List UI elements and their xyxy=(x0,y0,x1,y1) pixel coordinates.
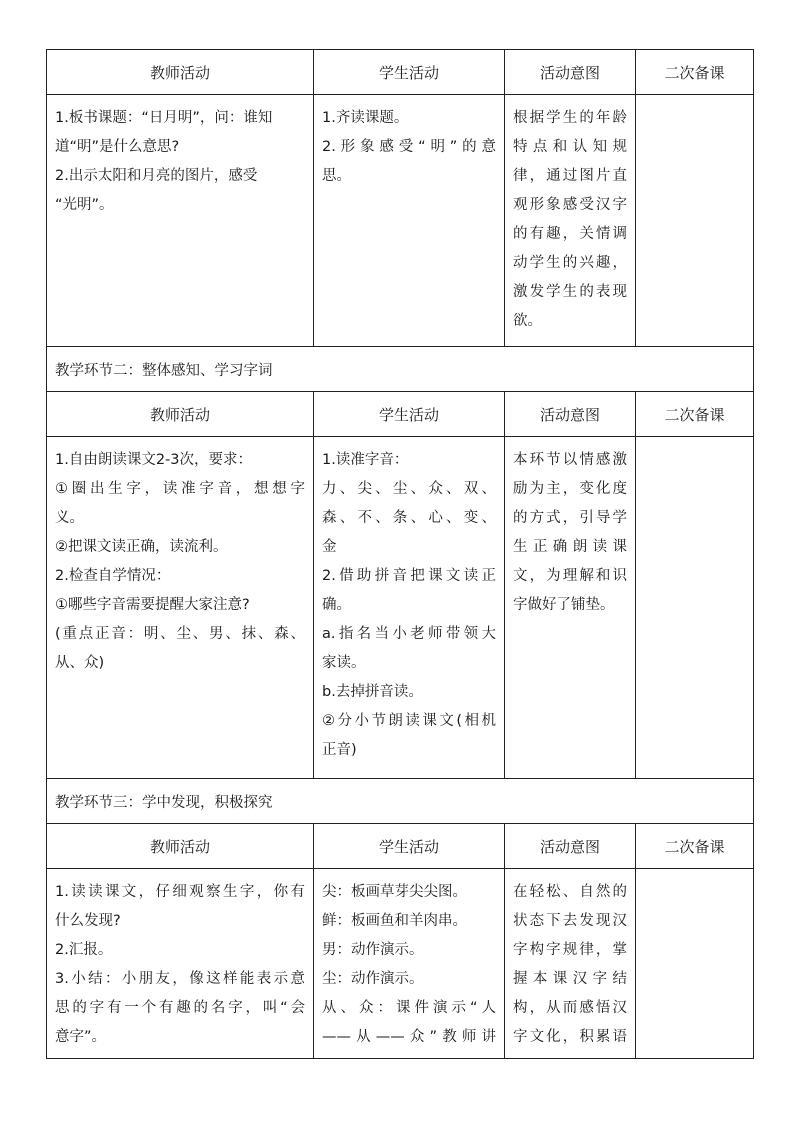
section-title: 教学环节二：整体感知、学习字词 xyxy=(47,347,754,392)
student-line: 尖：板画草芽尖尖图。 xyxy=(322,884,467,900)
student-activity-cell xyxy=(314,95,505,347)
teacher-line: 意字”。 xyxy=(55,1029,107,1045)
intent-line: 在轻松、自然的 xyxy=(513,884,627,900)
header-prep: 二次备课 xyxy=(636,50,754,95)
teacher-line: ②把课文读正确，读流利。 xyxy=(55,539,228,555)
content-row-1 xyxy=(47,95,754,347)
prep-cell xyxy=(636,869,754,1059)
teacher-line: 思的字有一个有趣的名字，叫“会 xyxy=(55,1000,305,1016)
intent-line: 构，从而感悟汉 xyxy=(513,1000,627,1016)
teacher-line: 义。 xyxy=(55,510,84,526)
teacher-line: 什么发现? xyxy=(55,913,121,929)
header-intent: 活动意图 xyxy=(505,50,636,95)
intent-line: 字做好了铺垫。 xyxy=(513,597,615,613)
intent-line: 握本课汉字结 xyxy=(513,971,627,987)
intent-line: 字文化，积累语 xyxy=(513,1029,627,1045)
student-line: a.指名当小老师带领大 xyxy=(322,626,496,642)
intent-line: 励为主，变化度 xyxy=(513,481,627,497)
intent-line: 根据学生的年龄 xyxy=(513,110,627,126)
intent-line: 本环节以情感激 xyxy=(513,452,627,468)
student-line: 力、尖、尘、众、双、 xyxy=(322,481,496,497)
teacher-activity-cell xyxy=(47,869,314,1059)
intent-cell xyxy=(505,95,636,347)
teacher-line: 2.检查自学情况： xyxy=(55,568,171,584)
header-teacher: 教师活动 xyxy=(47,392,314,437)
teacher-activity-cell xyxy=(47,437,314,779)
student-line: ②分小节朗读课文(相机 xyxy=(322,713,496,729)
intent-line: 律，通过图片直 xyxy=(513,168,627,184)
teacher-line: 道“明”是什么意思? xyxy=(55,139,180,155)
student-line: ——从——众”教师讲 xyxy=(322,1029,496,1045)
header-row-2 xyxy=(47,392,754,437)
student-line: 正音) xyxy=(322,742,357,758)
header-intent: 活动意图 xyxy=(505,392,636,437)
header-prep: 二次备课 xyxy=(636,824,754,869)
teacher-line: 从、众) xyxy=(55,655,105,671)
content-row-3 xyxy=(47,869,754,1059)
intent-line: 字构字规律，掌 xyxy=(513,942,627,958)
student-activity-cell xyxy=(314,437,505,779)
student-line: b.去掉拼音读。 xyxy=(322,684,423,700)
intent-cell xyxy=(505,869,636,1059)
content-row-2 xyxy=(47,437,754,779)
header-teacher: 教师活动 xyxy=(47,50,314,95)
student-line: 思。 xyxy=(322,168,351,184)
section-title-row-3 xyxy=(47,779,754,824)
student-line: 尘：动作演示。 xyxy=(322,971,424,987)
student-line: 森、不、条、心、变、 xyxy=(322,510,496,526)
header-teacher: 教师活动 xyxy=(47,824,314,869)
student-line: 1.齐读课题。 xyxy=(322,110,409,126)
header-row-1 xyxy=(47,50,754,95)
teacher-line: ①哪些字音需要提醒大家注意? xyxy=(55,597,250,613)
teacher-line: 3.小结：小朋友，像这样能表示意 xyxy=(55,971,305,987)
prep-cell xyxy=(636,437,754,779)
teacher-line: ①圈出生字，读准字音，想想字 xyxy=(55,481,305,497)
student-line: 金 xyxy=(322,539,337,555)
header-student: 学生活动 xyxy=(314,824,505,869)
student-line: 2.借助拼音把课文读正 xyxy=(322,568,496,584)
student-line: 鲜：板画鱼和羊肉串。 xyxy=(322,913,467,929)
header-row-3 xyxy=(47,824,754,869)
intent-line: 动学生的兴趣， xyxy=(513,255,627,271)
intent-line: 观形象感受汉字 xyxy=(513,197,627,213)
student-line: 1.读准字音： xyxy=(322,452,409,468)
teacher-line: 1.板书课题：“日月明”，问：谁知 xyxy=(55,110,273,126)
student-line: 家读。 xyxy=(322,655,366,671)
student-line: 确。 xyxy=(322,597,351,613)
intent-line: 的方式，引导学 xyxy=(513,510,627,526)
student-line: 男：动作演示。 xyxy=(322,942,424,958)
intent-line: 激发学生的表现 xyxy=(513,284,627,300)
header-student: 学生活动 xyxy=(314,392,505,437)
teacher-line: “光明”。 xyxy=(55,197,114,213)
prep-cell xyxy=(636,95,754,347)
teacher-line: 1.自由朗读课文2-3次，要求： xyxy=(55,452,253,468)
teacher-activity-cell xyxy=(47,95,314,347)
intent-line: 特点和认知规 xyxy=(513,139,627,155)
teacher-line: (重点正音：明、尘、男、抹、森、 xyxy=(55,626,305,642)
teacher-line: 2.汇报。 xyxy=(55,942,113,958)
section-title-row-2 xyxy=(47,347,754,392)
teacher-line: 2.出示太阳和月亮的图片，感受 xyxy=(55,168,258,184)
student-activity-cell xyxy=(314,869,505,1059)
student-line: 2.形象感受“明”的意 xyxy=(322,139,496,155)
intent-line: 的有趣，关情调 xyxy=(513,226,627,242)
student-line: 从、众：课件演示“人 xyxy=(322,1000,496,1016)
intent-line: 文，为理解和识 xyxy=(513,568,627,584)
teacher-line: 1.读读课文，仔细观察生字，你有 xyxy=(55,884,305,900)
intent-line: 欲。 xyxy=(513,313,542,329)
header-intent: 活动意图 xyxy=(505,824,636,869)
header-student: 学生活动 xyxy=(314,50,505,95)
lesson-plan-table xyxy=(46,49,754,1059)
section-title: 教学环节三：学中发现，积极探究 xyxy=(47,779,754,824)
intent-line: 生正确朗读课 xyxy=(513,539,627,555)
header-prep: 二次备课 xyxy=(636,392,754,437)
intent-line: 状态下去发现汉 xyxy=(513,913,627,929)
intent-cell xyxy=(505,437,636,779)
